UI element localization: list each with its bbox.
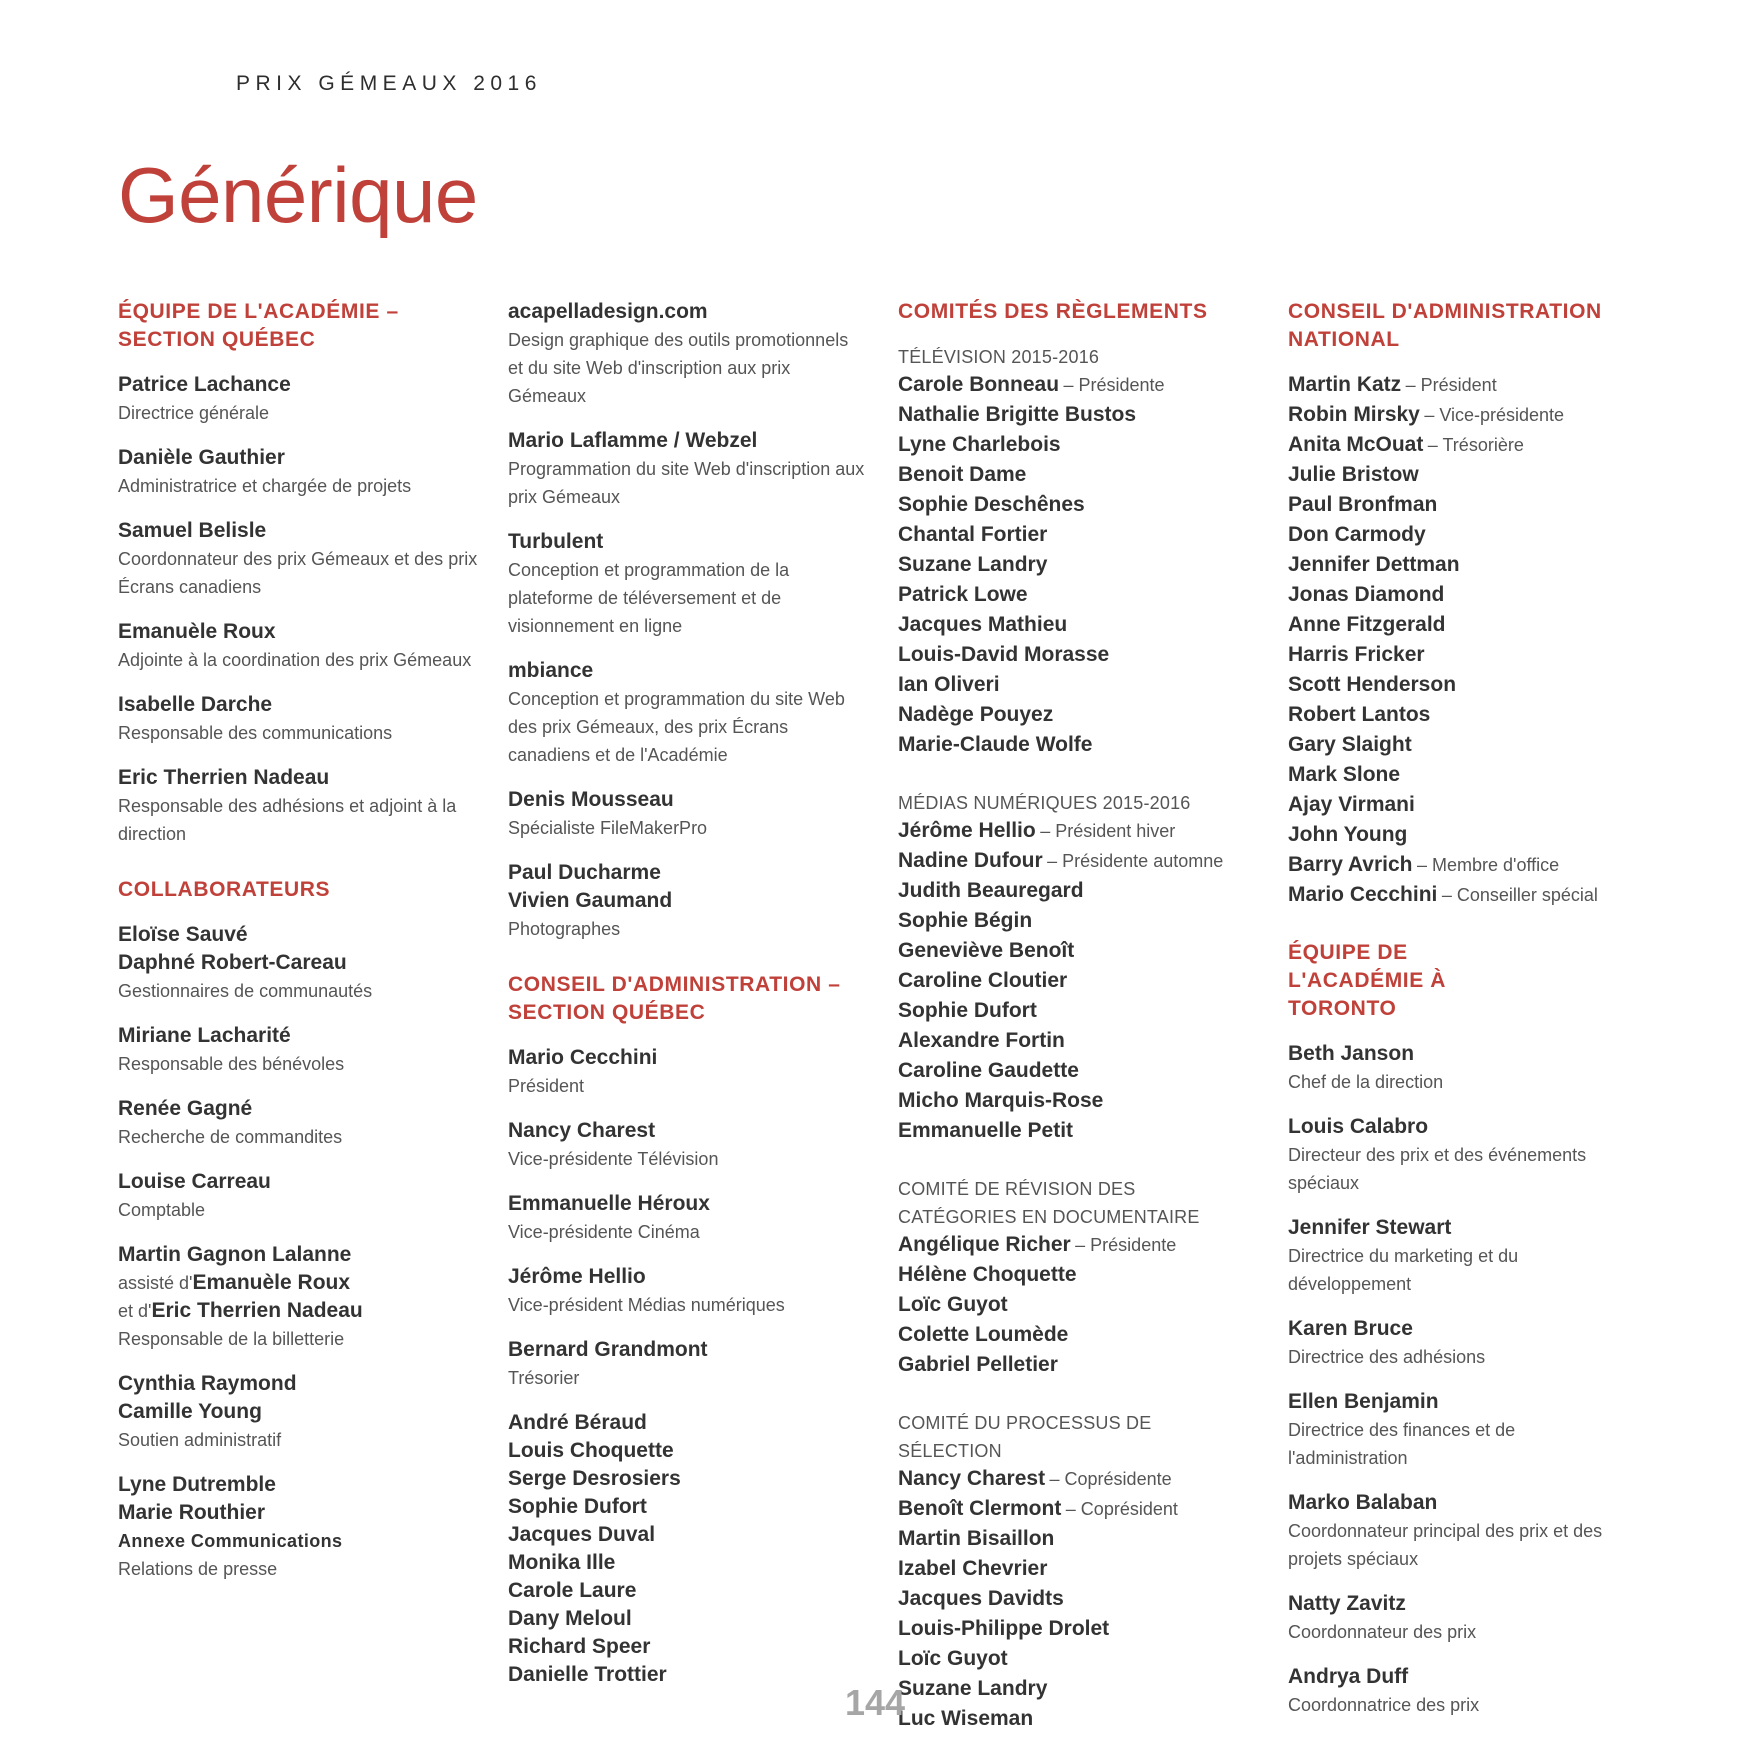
person-name: John Young	[1288, 823, 1408, 846]
person-name: Danielle Trottier	[508, 1663, 667, 1686]
page-number: 144	[844, 1682, 906, 1723]
person-role: Responsable des bénévoles	[118, 1054, 345, 1074]
credit-entry	[118, 517, 478, 601]
person-name: Gabriel Pelletier	[898, 1353, 1058, 1376]
committee-title: MÉDIAS NUMÉRIQUES 2015-2016	[898, 793, 1191, 813]
person-name: Louis Calabro	[1288, 1115, 1429, 1138]
member-line	[898, 551, 1258, 581]
staff-list	[118, 371, 478, 848]
person-name: Danièle Gauthier	[118, 446, 285, 469]
person-name: Suzane Landry	[898, 553, 1048, 576]
person-role: – Trésorière	[1427, 435, 1524, 455]
credit-entry	[118, 444, 478, 500]
person-name: Julie Bristow	[1288, 463, 1419, 486]
credit-entry	[508, 528, 868, 640]
member-line	[898, 431, 1258, 461]
staff-list	[508, 1044, 868, 1392]
person-name: Carole Laure	[508, 1579, 637, 1602]
member-line	[898, 1027, 1258, 1057]
person-role: Gestionnaires de communautés	[118, 981, 373, 1001]
person-name: Marko Balaban	[1288, 1491, 1438, 1514]
column-1	[118, 298, 478, 1600]
credit-entry	[508, 1044, 868, 1100]
credit-entry	[118, 691, 478, 747]
member-line	[898, 1585, 1258, 1615]
credit-entry	[118, 1095, 478, 1151]
member-line	[1288, 371, 1618, 401]
person-role: Coordonnateur des prix	[1288, 1622, 1477, 1642]
person-name: Loïc Guyot	[898, 1293, 1008, 1316]
credit-entry	[118, 764, 478, 848]
member-line	[898, 1525, 1258, 1555]
person-name: Samuel Belisle	[118, 519, 267, 542]
credit-entry	[1288, 1315, 1618, 1371]
person-name: Jacques Duval	[508, 1523, 656, 1546]
member-line	[898, 731, 1258, 761]
credit-entry	[508, 786, 868, 842]
member-line	[898, 1645, 1258, 1675]
credit-entry	[1288, 1214, 1618, 1298]
person-role: – Conseiller spécial	[1441, 885, 1598, 905]
section-equipe-toronto	[1288, 939, 1618, 1719]
person-name: Andrya Duff	[1288, 1665, 1409, 1688]
member-line	[898, 847, 1258, 877]
credit-entry	[508, 427, 868, 511]
member-line	[1288, 881, 1618, 911]
committee-list	[898, 343, 1258, 1735]
person-name: Isabelle Darche	[118, 693, 273, 716]
person-name: Emanuèle Roux	[192, 1271, 351, 1294]
person-name: Sophie Dufort	[898, 999, 1037, 1022]
person-name: Louis-David Morasse	[898, 643, 1110, 666]
member-line	[1288, 611, 1618, 641]
person-name: Caroline Cloutier	[898, 969, 1068, 992]
person-name: Richard Speer	[508, 1635, 651, 1658]
member-line	[898, 491, 1258, 521]
member-line	[1288, 731, 1618, 761]
person-name: Scott Henderson	[1288, 673, 1457, 696]
credit-entry	[1288, 1388, 1618, 1472]
section-heading: ÉQUIPE DE L'ACADÉMIE – SECTION QUÉBEC	[118, 300, 399, 351]
person-role: Trésorier	[508, 1368, 580, 1388]
credit-entry	[508, 657, 868, 769]
member-list	[508, 1409, 868, 1689]
member-line	[898, 967, 1258, 997]
person-name: Jonas Diamond	[1288, 583, 1445, 606]
member-line	[898, 1291, 1258, 1321]
person-name: Martin Gagnon Lalanne	[118, 1243, 352, 1266]
credit-entry	[1288, 1113, 1618, 1197]
person-name: Jacques Davidts	[898, 1587, 1064, 1610]
person-role: Directeur des prix et des événements spéciaux	[1288, 1145, 1587, 1193]
credit-entry	[508, 1117, 868, 1173]
person-role: Responsable des communications	[118, 723, 393, 743]
person-name: Martin Bisaillon	[898, 1527, 1055, 1550]
person-name: Don Carmody	[1288, 523, 1426, 546]
member-line	[898, 1351, 1258, 1381]
member-line	[898, 521, 1258, 551]
member-list	[898, 1231, 1258, 1381]
person-name: Judith Beauregard	[898, 879, 1084, 902]
person-role: Coordonnateur principal des prix et des projets spéciaux	[1288, 1521, 1603, 1569]
person-name: Suzane Landry	[898, 1677, 1048, 1700]
person-role: Design graphique des outils promotionnels et du site Web d'inscription aux prix Gémeaux	[508, 330, 849, 406]
person-role: Directrice générale	[118, 403, 270, 423]
person-name: Luc Wiseman	[898, 1707, 1034, 1730]
committee-block	[898, 789, 1258, 1147]
person-name: Gary Slaight	[1288, 733, 1412, 756]
person-name: Marie Routhier	[118, 1501, 266, 1524]
person-name: Karen Bruce	[1288, 1317, 1413, 1340]
person-name: Eric Therrien Nadeau	[118, 766, 330, 789]
member-line	[1288, 641, 1618, 671]
person-name: Jennifer Stewart	[1288, 1216, 1452, 1239]
person-role: Vice-présidente Cinéma	[508, 1222, 700, 1242]
member-line	[1288, 671, 1618, 701]
person-name: Turbulent	[508, 530, 604, 553]
section-heading: CONSEIL D'ADMINISTRATION NATIONAL	[1288, 300, 1602, 351]
section-equipe-quebec	[118, 298, 478, 848]
person-role: Relations de presse	[118, 1559, 278, 1579]
person-name: Harris Fricker	[1288, 643, 1425, 666]
person-name: Micho Marquis-Rose	[898, 1089, 1104, 1112]
member-line	[898, 1495, 1258, 1525]
person-name: Emanuèle Roux	[118, 620, 276, 643]
person-name: Ellen Benjamin	[1288, 1390, 1439, 1413]
member-line	[898, 1261, 1258, 1291]
credit-entry	[118, 371, 478, 427]
person-name: Eric Therrien Nadeau	[151, 1299, 363, 1322]
person-name: Mario Laflamme / Webzel	[508, 429, 758, 452]
person-name: Beth Janson	[1288, 1042, 1415, 1065]
person-name: Anne Fitzgerald	[1288, 613, 1446, 636]
credit-entry	[1288, 1489, 1618, 1573]
person-name: Emmanuelle Petit	[898, 1119, 1074, 1142]
credit-entry	[118, 1168, 478, 1224]
person-name: Robert Lantos	[1288, 703, 1431, 726]
person-name: Sophie Deschênes	[898, 493, 1085, 516]
person-name: Carole Bonneau	[898, 373, 1060, 396]
running-head: PRIX GÉMEAUX 2016	[236, 72, 542, 95]
person-name: Sophie Bégin	[898, 909, 1033, 932]
member-line	[1288, 401, 1618, 431]
person-name: Lyne Charlebois	[898, 433, 1061, 456]
committee-title: COMITÉ DE RÉVISION DES CATÉGORIES EN DOCUMENTAIRE	[898, 1179, 1200, 1227]
person-name: Sophie Dufort	[508, 1495, 647, 1518]
person-role: Comptable	[118, 1200, 206, 1220]
staff-list	[1288, 1040, 1618, 1719]
person-role: Coordonnateur des prix Gémeaux et des prix Écrans canadiens	[118, 549, 478, 597]
person-name: Geneviève Benoît	[898, 939, 1075, 962]
member-line	[1288, 581, 1618, 611]
person-name: acapelladesign.com	[508, 300, 708, 323]
member-line	[898, 611, 1258, 641]
person-name: Mario Cecchini	[1288, 883, 1438, 906]
person-name: Dany Meloul	[508, 1607, 632, 1630]
person-name: Paul Bronfman	[1288, 493, 1438, 516]
person-name: Nathalie Brigitte Bustos	[898, 403, 1137, 426]
member-line	[898, 371, 1258, 401]
person-name: Martin Katz	[1288, 373, 1402, 396]
credit-entry	[118, 921, 478, 1005]
person-name: Nancy Charest	[508, 1119, 656, 1142]
member-line	[1288, 791, 1618, 821]
credit-entry	[1288, 1590, 1618, 1646]
person-name: Camille Young	[118, 1400, 262, 1423]
person-name: Jérôme Hellio	[508, 1265, 646, 1288]
person-name: Marie-Claude Wolfe	[898, 733, 1093, 756]
person-name: Izabel Chevrier	[898, 1557, 1048, 1580]
person-name: Cynthia Raymond	[118, 1372, 297, 1395]
person-name: Emmanuelle Héroux	[508, 1192, 710, 1215]
credit-entry	[118, 1241, 478, 1353]
credit-entry	[508, 859, 868, 943]
person-name: Serge Desrosiers	[508, 1467, 681, 1490]
person-name: Alexandre Fortin	[898, 1029, 1065, 1052]
member-line	[898, 581, 1258, 611]
member-line	[1288, 851, 1618, 881]
member-line	[898, 877, 1258, 907]
person-name: Jacques Mathieu	[898, 613, 1068, 636]
person-role: Directrice des adhésions	[1288, 1347, 1486, 1367]
person-name: Colette Loumède	[898, 1323, 1069, 1346]
person-name: Benoit Dame	[898, 463, 1027, 486]
person-role: – Membre d'office	[1416, 855, 1560, 875]
person-name: Barry Avrich	[1288, 853, 1413, 876]
assistant-prefix: et d'	[118, 1301, 152, 1321]
credit-entry	[118, 1471, 478, 1583]
member-line	[898, 671, 1258, 701]
company-name: Annexe Communications	[118, 1531, 343, 1551]
person-role: Recherche de commandites	[118, 1127, 343, 1147]
person-role: Responsable des adhésions et adjoint à la direction	[118, 796, 457, 844]
person-role: Administratrice et chargée de projets	[118, 476, 412, 496]
person-name: Anita McOuat	[1288, 433, 1424, 456]
member-line	[1288, 821, 1618, 851]
assistant-line	[118, 1297, 478, 1325]
person-name: Mark Slone	[1288, 763, 1401, 786]
section-collaborateurs	[118, 876, 478, 1583]
member-line	[1288, 461, 1618, 491]
person-role: – Présidente	[1063, 375, 1165, 395]
member-line	[898, 907, 1258, 937]
member-list	[1288, 371, 1618, 911]
person-role: – Président hiver	[1040, 821, 1176, 841]
person-name: André Béraud	[508, 1411, 647, 1434]
assistant-line	[118, 1269, 478, 1297]
section-conseil-quebec	[508, 971, 868, 1689]
person-role: Chef de la direction	[1288, 1072, 1444, 1092]
section-heading: ÉQUIPE DE L'ACADÉMIE À TORONTO	[1288, 941, 1447, 1020]
member-line	[898, 817, 1258, 847]
staff-list	[118, 1022, 478, 1224]
staff-list	[508, 298, 868, 842]
section-heading: COMITÉS DES RÈGLEMENTS	[898, 300, 1208, 323]
person-name: Bernard Grandmont	[508, 1338, 708, 1361]
person-name: Lyne Dutremble	[118, 1473, 276, 1496]
person-name: Patrick Lowe	[898, 583, 1028, 606]
member-line	[898, 401, 1258, 431]
person-role: – Présidente automne	[1047, 851, 1224, 871]
committee-block	[898, 343, 1258, 761]
person-role: Photographes	[508, 919, 621, 939]
section-conseil-national	[1288, 298, 1618, 911]
person-name: Louise Carreau	[118, 1170, 271, 1193]
person-role: – Coprésidente	[1049, 1469, 1172, 1489]
person-name: Ajay Virmani	[1288, 793, 1415, 816]
credit-entry	[508, 1263, 868, 1319]
person-name: Renée Gagné	[118, 1097, 253, 1120]
person-name: Jérôme Hellio	[898, 819, 1036, 842]
person-name: Robin Mirsky	[1288, 403, 1420, 426]
member-line	[898, 997, 1258, 1027]
person-name: Angélique Richer	[898, 1233, 1071, 1256]
member-line	[898, 701, 1258, 731]
person-role: Adjointe à la coordination des prix Gémeaux	[118, 650, 472, 670]
person-role: – Vice-présidente	[1424, 405, 1565, 425]
section-heading: CONSEIL D'ADMINISTRATION – SECTION QUÉBEC	[508, 973, 841, 1024]
person-name: Mario Cecchini	[508, 1046, 658, 1069]
credit-entry	[508, 298, 868, 410]
person-name: Vivien Gaumand	[508, 889, 673, 912]
person-name: Denis Mousseau	[508, 788, 674, 811]
member-line	[898, 1057, 1258, 1087]
person-name: Patrice Lachance	[118, 373, 291, 396]
credit-entry	[508, 1336, 868, 1392]
committee-block	[898, 1175, 1258, 1381]
member-line	[1288, 701, 1618, 731]
credit-entry	[118, 1022, 478, 1078]
credit-entry	[508, 1190, 868, 1246]
member-line	[1288, 761, 1618, 791]
person-role: Coordonnatrice des prix	[1288, 1695, 1480, 1715]
person-name: Paul Ducharme	[508, 861, 661, 884]
member-line	[898, 1321, 1258, 1351]
person-role: Responsable de la billetterie	[118, 1329, 345, 1349]
person-name: Miriane Lacharité	[118, 1024, 291, 1047]
person-role: Soutien administratif	[118, 1430, 282, 1450]
person-role: Spécialiste FileMakerPro	[508, 818, 708, 838]
person-name: Nadège Pouyez	[898, 703, 1054, 726]
member-line	[1288, 431, 1618, 461]
person-role: Vice-président Médias numériques	[508, 1295, 785, 1315]
person-name: Hélène Choquette	[898, 1263, 1077, 1286]
person-name: Nadine Dufour	[898, 849, 1043, 872]
member-list	[898, 371, 1258, 761]
person-name: Jennifer Dettman	[1288, 553, 1460, 576]
person-name: Nancy Charest	[898, 1467, 1046, 1490]
member-list	[898, 817, 1258, 1147]
member-line	[1288, 491, 1618, 521]
member-line	[898, 1117, 1258, 1147]
person-role: Conception et programmation de la plateforme de téléversement et de visionnement en ligne	[508, 560, 790, 636]
credit-entry	[1288, 1040, 1618, 1096]
person-name: Daphné Robert-Careau	[118, 951, 347, 974]
person-role: Vice-présidente Télévision	[508, 1149, 719, 1169]
person-name: Benoît Clermont	[898, 1497, 1062, 1520]
member-line	[898, 1615, 1258, 1645]
member-line	[898, 1555, 1258, 1585]
person-name: Louis-Philippe Drolet	[898, 1617, 1110, 1640]
member-line	[898, 461, 1258, 491]
person-role: Programmation du site Web d'inscription aux prix Gémeaux	[508, 459, 865, 507]
person-name: Loïc Guyot	[898, 1647, 1008, 1670]
person-name: Natty Zavitz	[1288, 1592, 1406, 1615]
member-line	[898, 1231, 1258, 1261]
member-line	[898, 1465, 1258, 1495]
person-role: – Président	[1405, 375, 1497, 395]
credit-entry	[118, 1370, 478, 1454]
column-2	[508, 298, 868, 1689]
credit-entry	[118, 618, 478, 674]
page-title: Générique	[118, 151, 478, 239]
person-name: Eloïse Sauvé	[118, 923, 248, 946]
column-4	[1288, 298, 1618, 1736]
person-name: Caroline Gaudette	[898, 1059, 1079, 1082]
person-role: Président	[508, 1076, 585, 1096]
member-line	[898, 641, 1258, 671]
person-role: Directrice des finances et de l'administration	[1288, 1420, 1516, 1468]
person-name: Ian Oliveri	[898, 673, 1000, 696]
member-line	[1288, 521, 1618, 551]
assistant-prefix: assisté d'	[118, 1273, 193, 1293]
member-line	[898, 937, 1258, 967]
committee-title: COMITÉ DU PROCESSUS DE SÉLECTION	[898, 1413, 1152, 1461]
person-name: mbiance	[508, 659, 594, 682]
section-heading: COLLABORATEURS	[118, 878, 331, 901]
committee-title: TÉLÉVISION 2015-2016	[898, 347, 1100, 367]
person-role: Directrice du marketing et du développement	[1288, 1246, 1519, 1294]
member-line	[1288, 551, 1618, 581]
person-name: Louis Choquette	[508, 1439, 674, 1462]
person-role: – Présidente	[1075, 1235, 1177, 1255]
person-role: Conception et programmation du site Web des prix Gémeaux, des prix Écrans canadiens et de l'Académie	[508, 689, 845, 765]
column-3	[898, 298, 1258, 1763]
member-line	[898, 1087, 1258, 1117]
person-name: Monika Ille	[508, 1551, 616, 1574]
person-role: – Coprésident	[1065, 1499, 1178, 1519]
person-name: Chantal Fortier	[898, 523, 1048, 546]
